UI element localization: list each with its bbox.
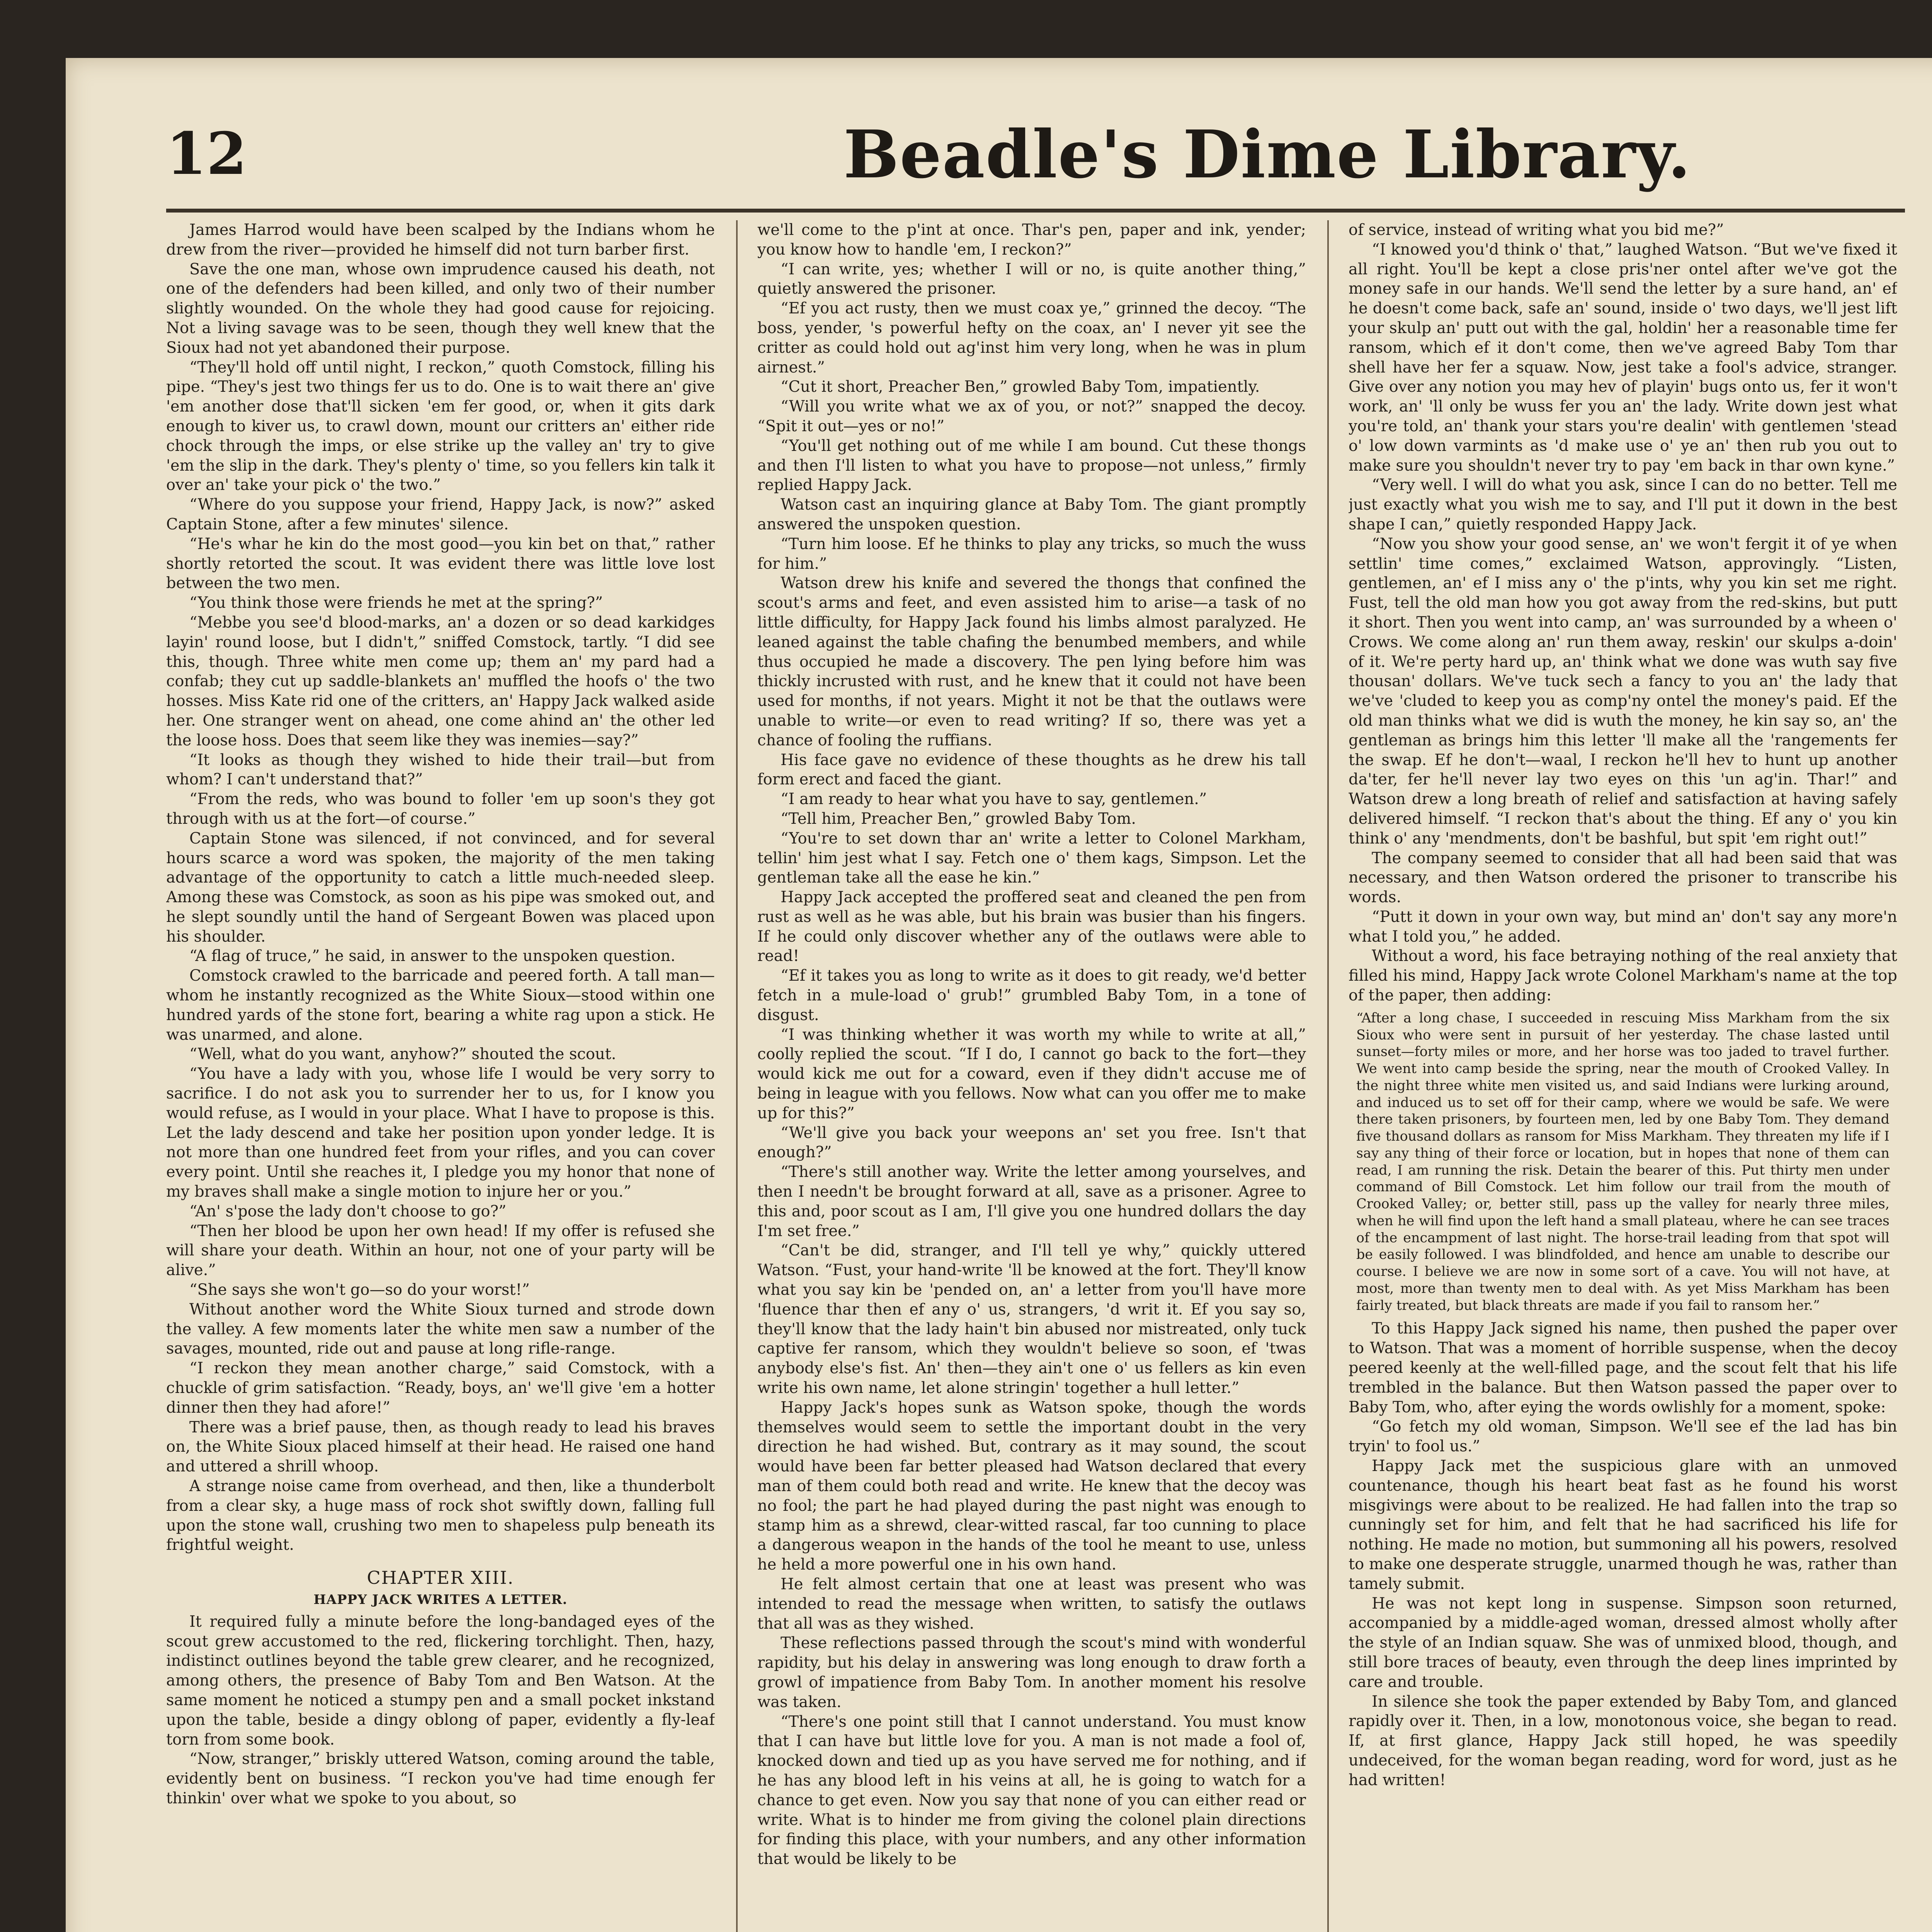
paragraph: “Tell him, Preacher Ben,” growled Baby Tom. <box>781 810 1136 828</box>
paragraph: “Ef it takes you as long to write as it does to git ready, we'd better fetch in a mule-load o' grub!” grumbled Baby Tom, in a tone of disgust. <box>757 967 1306 1024</box>
paragraph: “From the reds, who was bound to foller 'em up soon's they got through with us at the fort—of course.” <box>166 790 715 828</box>
column-3-text <box>1349 220 1897 1790</box>
paragraph: “Well, what do you want, anyhow?” shouted the scout. <box>189 1045 616 1063</box>
paragraph: His face gave no evidence of these thoughts as he drew his tall form erect and faced the giant. <box>757 751 1306 789</box>
paragraph: Comstock crawled to the barricade and peered forth. A tall man—whom he instantly recognized as the White Sioux—stood within one hundred yards of the stone fort, bearing a white rag upon a stick. He was unarmed, and alone. <box>166 967 715 1044</box>
paragraph: “It looks as though they wished to hide their trail—but from whom? I can't understand that?” <box>166 751 715 789</box>
paragraph: “Very well. I will do what you ask, since I can do no better. Tell me just exactly what you wish me to say, and I'll put it down in the best shape I can,” quietly responded Happy Jack. <box>1349 476 1897 533</box>
paragraph: “Can't be did, stranger, and I'll tell ye why,” quickly uttered Watson. “Fust, your hand-write 'll be knowed at the fort. They'll know what you say kin be 'pended on, an' a letter from you'll have more 'fluence thar then ef any o' us, strangers, 'd writ it. Ef you say so, they'll know that the lady hain't bin abused nor mistreated, only tuck captive fer ransom, which they wouldn't believe so soon, ef 'twas anybody else's fist. An' then—they ain't one o' us fellers as kin even write his own name, let alone stringin' together a hull letter.” <box>757 1242 1306 1397</box>
paragraph: Save the one man, whose own imprudence caused his death, not one of the defenders had been killed, and only two of their number slightly wounded. On the whole they had good cause for rejoicing. Not a living savage was to be seen, though they well knew that the Sioux had not yet abandoned their purpose. <box>166 260 715 357</box>
paragraph: There was a brief pause, then, as though ready to lead his braves on, the White Sioux placed himself at their head. He raised one hand and uttered a shrill whoop. <box>166 1418 715 1476</box>
paragraph: “Ef you act rusty, then we must coax ye,” grinned the decoy. “The boss, yender, 's powerful hefty on the coax, an' I never yit see the critter as could hold out ag'inst him very long, when he was in plum airnest.” <box>757 299 1306 376</box>
article-body <box>166 220 1905 1932</box>
paragraph: “I reckon they mean another charge,” said Comstock, with a chuckle of grim satisfaction. “Ready, boys, an' we'll give 'em a hotter dinner then they had afore!” <box>166 1359 715 1417</box>
paragraph: Without another word the White Sioux turned and strode down the valley. A few moments later the white men saw a number of the savages, mounted, ride out and pause at long rifle-range. <box>166 1300 715 1358</box>
paragraph: “Where do you suppose your friend, Happy Jack, is now?” asked Captain Stone, after a few minutes' silence. <box>166 496 715 533</box>
paragraph: “I was thinking whether it was worth my while to write at all,” coolly replied the scout. “If I do, I cannot go back to the fort—they would kick me out for a coward, even if they didn't accuse me of being in league with you fellows. Now what can you offer me to make up for this?” <box>757 1026 1306 1122</box>
paragraph: Captain Stone was silenced, if not convinced, and for several hours scarce a word was spoken, the majority of the men taking advantage of the opportunity to catch a little much-needed sleep. Among these was Comstock, as soon as his pipe was smoked out, and he slept soundly until the hand of Sergeant Bowen was placed upon his shoulder. <box>166 829 715 946</box>
paragraph: “I knowed you'd think o' that,” laughed Watson. “But we've fixed it all right. You'll be kept a close pris'ner ontel after we've got the money safe in our hands. We'll send the letter by a sure hand, an' ef he doesn't come back, safe an' sound, inside o' two days, we'll jest lift your skulp an' putt out with the gal, holdin' her a reasonable time fer ransom, which ef it don't come, then we've agreed Baby Tom thar shell have her fer a squaw. Now, jest take a fool's advice, stranger. Give over any notion you may hev of playin' bugs onto us, fer it won't work, an' 'll only be wuss fer you an' the lady. Write down jest what you're told, an' thank your stars you're dealin' with gentlemen 'stead o' low down varmints as 'd make use o' ye an' then rub you out to make sure you shouldn't never try to pay 'em back in thar own kyne.” <box>1349 240 1897 474</box>
paragraph: The company seemed to consider that all had been said that was necessary, and then Watson ordered the prisoner to transcribe his words. <box>1349 849 1897 906</box>
paragraph: These reflections passed through the scout's mind with wonderful rapidity, but his delay in answering was long enough to draw forth a growl of impatience from Baby Tom. In another moment his resolve was taken. <box>757 1634 1306 1711</box>
paragraph: Without a word, his face betraying nothing of the real anxiety that filled his mind, Happy Jack wrote Colonel Markham's name at the top of the paper, then adding: <box>1349 947 1897 1005</box>
paragraph: “Go fetch my old woman, Simpson. We'll see ef the lad has bin tryin' to fool us.” <box>1349 1418 1897 1456</box>
column-2-text <box>757 220 1306 1869</box>
paragraph: “An' s'pose the lady don't choose to go?” <box>189 1202 507 1220</box>
page-header <box>166 108 1905 213</box>
paragraph: “You'll get nothing out of me while I am bound. Cut these thongs and then I'll listen to what you have to propose—not unless,” firmly replied Happy Jack. <box>757 437 1306 494</box>
paragraph: “She says she won't go—so do your worst!” <box>189 1281 530 1299</box>
paragraph: “There's one point still that I cannot understand. You must know that I can have but little love for you. A man is not made a fool of, knocked down and tied up as you have served me for nothing, and if he has any blood left in his veins at all, he is going to watch for a chance to get even. Now you say that none of you can either read or write. What is to hinder me from giving the colonel plain directions for finding this place, with your numbers, and any other information that would be likely to be <box>757 1713 1306 1868</box>
paragraph: “Cut it short, Preacher Ben,” growled Baby Tom, impatiently. <box>781 378 1260 396</box>
paragraph: He felt almost certain that one at least was present who was intended to read the message when written, to satisfy the outlaws that all was as they wished. <box>757 1575 1306 1633</box>
paragraph: “Mebbe you see'd blood-marks, an' a dozen or so dead karkidges layin' round loose, but I didn't,” sniffed Comstock, tartly. “I did see this, though. Three white men come up; them an' my pard had a confab; they cut up saddle-blankets an' muffled the hoofs o' the two hosses. Miss Kate rid one of the critters, an' Happy Jack walked aside her. One stranger went on ahead, one come ahind an' the other led the loose hoss. Does that seem like they was inemies—say?” <box>166 613 715 749</box>
paragraph: “There's still another way. Write the letter among yourselves, and then I needn't be brought forward at all, save as a prisoner. Agree to this and, poor scout as I am, I'll give you one hundred dollars the day I'm set free.” <box>757 1163 1306 1240</box>
paragraph: Watson cast an inquiring glance at Baby Tom. The giant promptly answered the unspoken question. <box>757 496 1306 533</box>
column-divider <box>1327 220 1329 1932</box>
paragraph: of service, instead of writing what you bid me?” <box>1349 221 1724 239</box>
chapter-title: CHAPTER XIII. <box>367 1567 514 1588</box>
paragraph: James Harrod would have been scalped by the Indians whom he drew from the river—provided he himself did not turn barber first. <box>166 221 715 259</box>
chapter-subtitle: HAPPY JACK WRITES A LETTER. <box>313 1592 568 1607</box>
paragraph: Happy Jack's hopes sunk as Watson spoke, though the words themselves would seem to settle the important doubt in the very direction he had wished. But, contrary as it may sound, the scout would have been far better pleased had Watson declared that every man of them could both read and write. He knew that the decoy was no fool; the part he had played during the past night was enough to stamp him as a shrewd, clear-witted rascal, far too cunning to place a dangerous weapon in the hands of the tool he meant to use, unless he held a more powerful one in his own hand. <box>757 1398 1306 1574</box>
paragraph: “Then her blood be upon her own head! If my offer is refused she will share your death. Within an hour, not one of your party will be alive.” <box>166 1222 715 1279</box>
paragraph: “Putt it down in your own way, but mind an' don't say any more'n what I told you,” he added. <box>1349 908 1897 946</box>
column-2 <box>757 220 1306 1932</box>
paragraph: “You think those were friends he met at the spring?” <box>189 594 603 612</box>
paragraph: “He's whar he kin do the most good—you kin bet on that,” rather shortly retorted the scout. It was evident there was little love lost between the two men. <box>166 535 715 592</box>
paragraph: Happy Jack accepted the proffered seat and cleaned the pen from rust as well as he was able, but his brain was busier than his fingers. If he could only discover whether any of the outlaws were able to read! <box>757 888 1306 965</box>
paragraph: Watson drew his knife and severed the thongs that confined the scout's arms and feet, and even assisted him to arise—a task of no little difficulty, for Happy Jack found his limbs almost paralyzed. He leaned against the table chafing the benumbed members, and while thus occupied he made a discovery. The pen lying before him was thickly incrusted with rust, and he knew that it could not have been used for months, if not years. Might it not be that the outlaws were unable to write—or even to read writing? If so, there was yet a chance of fooling the ruffians. <box>757 574 1306 749</box>
paragraph: “I am ready to hear what you have to say, gentlemen.” <box>781 790 1207 808</box>
paragraph: “You're to set down thar an' write a letter to Colonel Markham, tellin' him jest what I say. Fetch one o' them kags, Simpson. Let the gentleman take all the ease he kin.” <box>757 829 1306 887</box>
paragraph: “Turn him loose. Ef he thinks to play any tricks, so much the wuss for him.” <box>757 535 1306 573</box>
paragraph: It required fully a minute before the long-bandaged eyes of the scout grew accustomed to the red, flickering torchlight. Then, hazy, indistinct outlines beyond the table grew clearer, and he recognized, among others, the presence of Baby Tom and Ben Watson. At the same moment he noticed a stumpy pen and a small pocket inkstand upon the table, beside a dingy oblong of paper, evidently a fly-leaf torn from some book. <box>166 1612 715 1748</box>
paragraph: “Now you show your good sense, an' we won't fergit it of ye when settlin' time comes,” exclaimed Watson, approvingly. “Listen, gentlemen, an' ef I miss any o' the p'ints, why you kin set me right. Fust, tell the old man how you got away from the red-skins, but putt it short. Then you went into camp, an' was surrounded by a wheen o' Crows. We come along an' run them away, reskin' our skulps a-doin' of it. We're perty hard up, an' think what we done was wuth say five thousan' dollars. We've tuck sech a fancy to you an' the lady that we've 'cluded to keep you as comp'ny ontel the money's paid. Ef the old man thinks what we did is wuth the money, he kin say so, an' the gentleman as brings him this letter 'll make all the 'rangements fer the swap. Ef he don't—waal, I reckon he'll hev to hunt up another da'ter, fer he'll never lay two eyes on this 'un ag'in. Thar!” and Watson drew a long breath of relief and satisfaction at having safely delivered himself. “I reckon that's about the thing. Ef any o' you kin think o' any 'mendments, don't be bashful, but spit 'em right out!” <box>1349 535 1897 847</box>
paragraph: “They'll hold off until night, I reckon,” quoth Comstock, filling his pipe. “They's jest two things fer us to do. One is to wait there an' give 'em another dose that'll sicken 'em fer good, or, when it gits dark enough to kiver us, to crawl down, mount our critters an' either ride chock through the imps, or else strike up the valley an' try to give 'em the slip in the dark. They's plenty o' time, so you fellers kin talk it over an' take your pick o' the two.” <box>166 358 715 494</box>
paragraph: “Will you write what we ax of you, or not?” snapped the decoy. “Spit it out—yes or no!” <box>757 398 1306 435</box>
magazine-page <box>66 58 1932 1932</box>
paragraph: “You have a lady with you, whose life I would be very sorry to sacrifice. I do not ask you to surrender her to us, for I know you would refuse, as I would in your place. What I have to propose is this. Let the lady descend and take her position upon yonder ledge. It is not more than one hundred feet from your rifles, and you can cover every point. Until she reaches it, I pledge you my honor that none of my braves shall make a single motion to injure her or you.” <box>166 1065 715 1201</box>
paragraph: A strange noise came from overhead, and then, like a thunderbolt from a clear sky, a huge mass of rock shot swiftly down, falling full upon the stone wall, crushing two men to shapeless pulp beneath its frightful weight. <box>166 1477 715 1554</box>
paragraph: To this Happy Jack signed his name, then pushed the paper over to Watson. That was a moment of horrible suspense, when the decoy peered keenly at the well-filled page, and the scout felt that his life trembled in the balance. But then Watson passed the paper over to Baby Tom, who, after eying the words owlishly for a moment, spoke: <box>1349 1320 1897 1416</box>
column-divider <box>736 220 738 1932</box>
page-number: 12 <box>166 120 247 188</box>
paragraph: He was not kept long in suspense. Simpson soon returned, accompanied by a middle-aged woman, dressed almost wholly after the style of an Indian squaw. She was of unmixed blood, though, and still bore traces of beauty, even through the deep lines imprinted by care and trouble. <box>1349 1594 1897 1691</box>
paragraph: “We'll give you back your weepons an' set you free. Isn't that enough?” <box>757 1124 1306 1162</box>
running-title: Beadle's Dime Library. <box>843 116 1692 193</box>
paragraph: Happy Jack met the suspicious glare with an unmoved countenance, though his heart beat fast as he found his worst misgivings were about to be realized. He had fallen into the trap so cunningly set for him, and felt that he had sacrificed his life for nothing. He made no motion, but summoning all his powers, resolved to make one desperate struggle, unarmed though he was, rather than tamely submit. <box>1349 1457 1897 1593</box>
paragraph: “Now, stranger,” briskly uttered Watson, coming around the table, evidently bent on business. “I reckon you've had time enough fer thinkin' over what we spoke to you about, so <box>166 1750 715 1807</box>
paragraph: “I can write, yes; whether I will or no, is quite another thing,” quietly answered the prisoner. <box>757 260 1306 298</box>
paragraph: we'll come to the p'int at once. Thar's pen, paper and ink, yender; you know how to handle 'em, I reckon?” <box>757 221 1306 259</box>
column-1 <box>166 220 715 1932</box>
column-1-text <box>166 220 715 1808</box>
paragraph: In silence she took the paper extended by Baby Tom, and glanced rapidly over it. Then, in a low, monotonous voice, she began to read. If, at first glance, Happy Jack still hoped, he was speedily undeceived, for the woman began reading, word for word, just as he had written! <box>1349 1692 1897 1789</box>
column-3 <box>1349 220 1897 1932</box>
paragraph: “A flag of truce,” he said, in answer to the unspoken question. <box>189 947 675 965</box>
quoted-letter: “After a long chase, I succeeded in rescuing Miss Markham from the six Sioux who were sent in pursuit of her yesterday. The chase lasted until sunset—forty miles or more, and her horse was too jaded to travel further. We went into camp beside the spring, near the mouth of Crooked Valley. In the night three white men visited us, and said Indians were lurking around, and induced us to set off for their camp, where we would be safe. We were there taken prisoners, by fourteen men, led by one Baby Tom. They demand five thousand dollars as ransom for Miss Markham. They threaten my life if I say any thing of their force or location, but in hopes that none of them can read, I am running the risk. Detain the bearer of this. Put thirty men under command of Bill Comstock. Let him follow our trail from the mouth of Crooked Valley; or, better still, pass up the valley for nearly three miles, when he will find upon the left hand a small plateau, where he can see traces of the encampment of last night. The horse-trail leading from that spot will be easily followed. I was blindfolded, and hence am unable to describe our course. I believe we are now in some sort of a cave. You will not have, at most, more than twenty men to deal with. As yet Miss Markham has been fairly treated, but black threats are made if you fail to ransom her.” <box>1356 1010 1889 1313</box>
